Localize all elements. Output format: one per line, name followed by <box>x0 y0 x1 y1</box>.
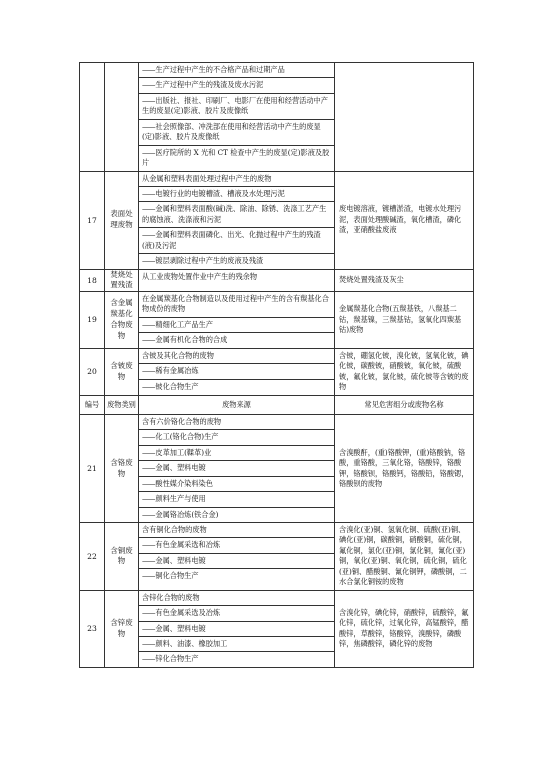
hazardous-components: 焚烧处置残渣及灰尘 <box>335 269 474 291</box>
waste-source-subitem: —— 金属、塑料电镀 <box>139 460 334 475</box>
waste-source-subitem: —— 生产过程中产生的不合格产品和过期产品 <box>139 63 334 77</box>
row-number: 17 <box>80 171 105 269</box>
header-src: 废物来源 <box>139 395 335 414</box>
waste-source-list <box>139 590 335 667</box>
waste-source-subitem: —— 社会照像部、冲洗部在使用和经营活动中产生的废显(定)影液、胶片及废像纸 <box>139 119 334 145</box>
waste-source-subitem: —— 颜料、油漆、橡胶加工 <box>139 636 334 651</box>
waste-source-subitem: —— 电镀行业的电镀槽渣、槽液及水处理污泥 <box>139 186 334 201</box>
hazardous-components: 废电镀溶液，镀槽淤渣，电镀水处理污泥，表面处理酸碱渣，氧化槽渣，磷化渣，亚硝酸盐废液 <box>335 171 474 269</box>
waste-category: 含铬废物 <box>105 414 139 522</box>
waste-source-list <box>139 292 335 349</box>
hazardous-waste-table <box>79 62 474 668</box>
waste-source-subitem: —— 精细化工产品生产 <box>139 317 334 332</box>
waste-source-subitem: —— 金属和塑料表面酸(碱)洗、除油、除锈、洗涤工艺产生的腐蚀液、洗涤液和污泥 <box>139 201 334 227</box>
waste-source-subitem: —— 铜化合物生产 <box>139 568 334 583</box>
waste-category: 含锌废物 <box>105 590 139 667</box>
table-row <box>80 523 474 591</box>
waste-source-subitem: —— 医疗院所的 X 光和 CT 检查中产生的废显(定)影液及胶片 <box>139 145 334 171</box>
header-row <box>80 395 474 414</box>
row-number: 21 <box>80 414 105 522</box>
row-number: 22 <box>80 523 105 591</box>
waste-source-subitem: —— 金属、塑料电镀 <box>139 553 334 568</box>
hazardous-components: 含铍，硼氢化铍，溴化铍，氢氧化铍，碘化铍，碳酸铍，硝酸铍，氧化铍，硫酸铍，氟化铍，氯化铍，硫化铍等含铍的废物 <box>335 348 474 395</box>
waste-source-list <box>139 269 335 291</box>
waste-source-subitem: —— 化工(铬化合物)生产 <box>139 429 334 444</box>
waste-category: 含铍废物 <box>105 348 139 395</box>
waste-source-item: 含有六价铬化合物的废物 <box>142 416 222 426</box>
waste-category: 表面处理废物 <box>105 171 139 269</box>
waste-source-subitem: —— 皮革加工(鞣革)业 <box>139 445 334 460</box>
row-number: 20 <box>80 348 105 395</box>
waste-source-subitem: —— 金属、塑料电镀 <box>139 621 334 636</box>
waste-category: 含金属羰基化合物废物 <box>105 292 139 349</box>
row-number: 23 <box>80 590 105 667</box>
hazardous-components: 含溴酸酐，(重)铬酸钾，(重)铬酸钠，铬酸，重铬酸，三氧化铬，铬酸锌，铬酸钾，铬酸钡，铬酸钙，铬酸铅，铬酸锶，铬酸钡的废物 <box>335 414 474 522</box>
table-row <box>80 171 474 269</box>
waste-source-subitem: —— 金属和塑料表面磷化、出光、化抛过程中产生的残渣(液)及污泥 <box>139 227 334 253</box>
waste-source-subitem: —— 出版社、报社、印刷厂、电影厂在使用和经营活动中产生的废显(定)影液、胶片及废像纸 <box>139 93 334 119</box>
waste-source-subitem: —— 金属铬冶炼(铁合金) <box>139 507 334 522</box>
waste-source-item: 含有铜化合物的废物 <box>142 525 207 535</box>
waste-source-subitem: —— 稀有金属冶炼 <box>139 363 334 378</box>
hazardous-components <box>335 63 474 172</box>
waste-source-subitem: —— 镀层剥除过程中产生的废液及残渣 <box>139 253 334 268</box>
waste-source-list <box>139 63 335 172</box>
table-body <box>80 63 474 668</box>
waste-source-subitem: —— 锌化合物生产 <box>139 651 334 666</box>
waste-source-item: 含锌化合物的废物 <box>142 592 200 602</box>
waste-source-subitem: —— 有色金属采选及冶炼 <box>139 605 334 620</box>
waste-source-list <box>139 414 335 522</box>
header-num: 编号 <box>80 395 105 414</box>
waste-category: 焚烧处置残渣 <box>105 269 139 291</box>
waste-source-subitem: —— 生产过程中产生的残渣及废水污泥 <box>139 77 334 92</box>
row-number: 19 <box>80 292 105 349</box>
table-row <box>80 348 474 395</box>
waste-source-item: 从金属和塑料表面处理过程中产生的废物 <box>142 173 272 183</box>
row-number <box>80 63 105 172</box>
hazardous-components: 含溴化(亚)铜、氢氧化铜、硫酸(亚)铜、碘化(亚)铜，碳酸铜，硝酸铜，硫化铜，氟化铜，氯化(亚)铜，氯化铜，氰化(亚)铜，氧化(亚)铜、氧化铜，硫化铜，硫化(亚)铜、醋酸铜、氰化铜钾，磷酸铜，二水合氯化铜铵的废物 <box>335 523 474 591</box>
waste-source-item: 含铍及其化合物的废物 <box>142 350 214 360</box>
waste-source-subitem: —— 酸性媒介染料染色 <box>139 476 334 491</box>
header-comp: 常见危害组分或废物名称 <box>335 395 474 414</box>
waste-category <box>105 63 139 172</box>
table-row <box>80 292 474 349</box>
table-row <box>80 63 474 172</box>
waste-source-subitem: —— 颜料生产与使用 <box>139 491 334 506</box>
hazardous-components: 金属羰基化合物(五羰基铁，八羰基二钴，羰基镍，三羰基钴，氢氧化四羰基钴)废物 <box>335 292 474 349</box>
waste-source-subitem: —— 铍化合物生产 <box>139 379 334 394</box>
waste-source-list <box>139 523 335 591</box>
waste-category: 含铜废物 <box>105 523 139 591</box>
hazardous-components: 含溴化锌，碘化锌，硝酸锌，硫酸锌，氟化锌，硫化锌，过氧化锌，高锰酸锌，醋酸锌，草酸锌，铬酸锌，溴酸锌，磷酸锌，焦磷酸锌，磷化锌的废物 <box>335 590 474 667</box>
waste-source-subitem: —— 有色金属采选和冶炼 <box>139 537 334 552</box>
row-number: 18 <box>80 269 105 291</box>
waste-source-subitem: —— 金属有机化合物的合成 <box>139 332 334 347</box>
waste-source-list <box>139 348 335 395</box>
table-row <box>80 269 474 291</box>
waste-source-item: 在金属羰基化合物制造以及使用过程中产生的含有羰基化合物成份的废物 <box>142 294 329 314</box>
header-cat: 废物类别 <box>105 395 139 414</box>
table-row <box>80 590 474 667</box>
table-row <box>80 414 474 522</box>
waste-source-item: 从工业废物处置作业中产生的残余物 <box>142 271 258 281</box>
waste-source-list <box>139 171 335 269</box>
